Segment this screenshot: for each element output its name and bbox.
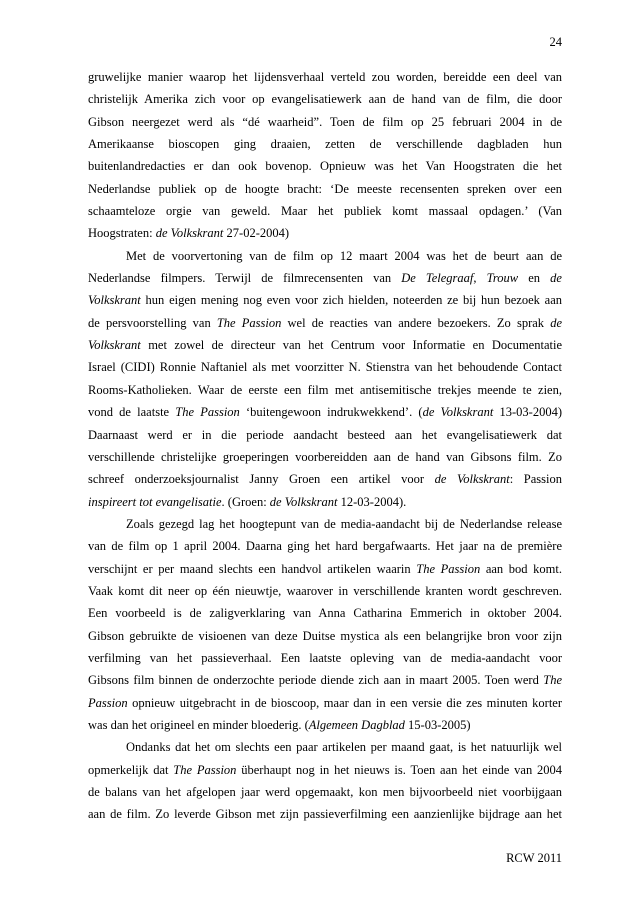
text-line (88, 312, 562, 334)
text-line: verfilming van het passieverhaal. Een laatste opleving van de media-aandacht voor (88, 650, 562, 665)
newspaper-title: de Volkskrant (434, 472, 510, 487)
text-line (88, 267, 562, 289)
film-title: The Passion (173, 762, 237, 777)
text-line: buitenlandredacties er dan ook bovenop. Opnieuw was het Van Hoogstraten die het (88, 159, 562, 174)
text-line (88, 222, 562, 244)
newspaper-title: De Telegraaf (401, 271, 474, 286)
film-title: The Passion (216, 315, 282, 330)
text-run: verschijnt er per maand slechts een handvol artikelen waarin (88, 561, 417, 576)
text-run: , (473, 271, 487, 286)
text-line: aan de film. Zo leverde Gibson met zijn passieverfilming een aanzienlijke bijdrage aan het (88, 807, 562, 822)
text-run: 15-03-2005) (404, 717, 471, 732)
newspaper-title: de (550, 315, 562, 330)
text-line: van de film op 1 april 2004. Daarna ging het hard bergafwaarts. Het jaar na de première (88, 539, 562, 554)
paragraph (88, 513, 562, 736)
text-line: Zoals gezegd lag het hoogtepunt van de media-aandacht bij de Nederlandse release (126, 516, 562, 531)
text-run: opnieuw uitgebracht in de bioscoop, maar dan in een versie die zes minuten korter (127, 695, 562, 710)
text-line: Nederlandse publiek op de hoogte bracht: ‘De meeste recensenten spreken over een (88, 181, 562, 196)
text-line (88, 692, 562, 714)
text-line: gruwelijke manier waarop het lijdensverhaal verteld zou worden, bereidde een deel van (88, 70, 562, 84)
text-run: aan bod komt. (480, 561, 563, 576)
text-run: Nederlandse filmpers. Terwijl de filmrecensenten van (88, 271, 402, 286)
text-line: Rooms-Katholieken. Waar de eerste een film met antisemitische trekjes meende te zien, (88, 382, 562, 397)
text-line (88, 669, 562, 691)
newspaper-title: Volkskrant (88, 338, 141, 353)
text-run: was dan het origineel en minder bloederig. ( (88, 717, 309, 732)
paragraph (88, 736, 562, 825)
text-run: en (518, 271, 551, 286)
newspaper-title: de Volkskrant (422, 405, 494, 420)
text-line: Amerikaanse bioscopen ging draaien, zetten de verschillende dagbladen hun (88, 137, 562, 152)
film-title: The Passion (175, 405, 240, 420)
text-line (88, 714, 562, 736)
text-run: hun eigen mening nog even voor zich hielden, noteerden ze bij hun bezoek aan (140, 293, 562, 308)
text-run: met zowel de directeur van het Centrum voor Informatie en Documentatie (140, 338, 562, 353)
text-line (88, 289, 562, 311)
text-run: 13-03-2004) (493, 405, 562, 420)
newspaper-title: Volkskrant (88, 293, 141, 308)
film-title: Passion (88, 695, 128, 710)
newspaper-title: de Volkskrant (155, 226, 224, 241)
text-line: Israel (CIDI) Ronnie Naftaniel als met voorzitter N. Stienstra van het behoudende Contact (88, 360, 562, 375)
text-run: Hoogstraten: (88, 226, 156, 241)
text-line: schaamteloze orgie van geweld. Maar het publiek komt massaal opdagen.’ (Van (88, 204, 562, 219)
text-run: 27-02-2004) (223, 226, 290, 241)
text-line: Gibson neergezet werd als “dé waarheid”. Toen de film op 25 februari 2004 in de (88, 114, 562, 129)
text-line: Daarnaast werd er in die periode aandacht besteed aan het evangelisatiewerk dat (88, 427, 562, 442)
text-line (88, 468, 562, 490)
text-line: verschillende christelijke groeperingen voorbereidden aan de hand van Gibsons film. Zo (88, 449, 562, 464)
text-line (88, 558, 562, 580)
text-run: . (Groen: (221, 494, 270, 509)
text-line (88, 759, 562, 781)
text-run: 12-03-2004). (337, 494, 407, 509)
film-title: The Passion (416, 561, 481, 576)
text-line: Gibson gebruikte de visioenen van deze Duitse mystica als een belangrijke bron voor zijn (88, 628, 562, 643)
text-line (88, 491, 562, 513)
text-line (88, 334, 562, 356)
text-run: wel de reacties van andere bezoekers. Zo sprak (281, 315, 551, 330)
text-line: christelijk Amerika zich voor op evangelisatiewerk aan de hand van de film, die door (88, 92, 562, 107)
text-run: de persvoorstelling van (88, 315, 217, 330)
text-run: überhaupt nog in het nieuws is. Toen aan het einde van 2004 (236, 762, 563, 777)
newspaper-title: de Volkskrant (269, 494, 338, 509)
newspaper-title: de (550, 271, 562, 286)
text-line: Vaak komt dit neer op één nieuwtje, waarover in verschillende kranten wordt geschreven. (88, 583, 562, 598)
text-run: opmerkelijk dat (88, 762, 174, 777)
text-line (88, 401, 562, 423)
text-line: de balans van het afgelopen jaar werd opgemaakt, kon men bijvoorbeeld niet voorbijgaan (88, 785, 562, 799)
newspaper-title: Trouw (486, 271, 519, 286)
newspaper-title: Algemeen Dagblad (308, 717, 405, 732)
paragraph (88, 66, 562, 245)
body-text (88, 66, 562, 826)
text-run: schreef onderzoeksjournalist Janny Groen een artikel voor (88, 472, 435, 487)
text-line: Met de voorvertoning van de film op 12 maart 2004 was het de beurt aan de (126, 248, 562, 263)
film-title: The (543, 673, 562, 688)
text-run: : Passion (509, 472, 562, 487)
article-title: inspireert tot evangelisatie (88, 494, 222, 509)
page-footer: RCW 2011 (506, 851, 562, 865)
text-run: Gibsons film binnen de onderzochte periode diende zich aan in maart 2005. Toen werd (88, 673, 544, 688)
page-number: 24 (549, 35, 562, 49)
text-run: vond de laatste (88, 405, 176, 420)
paragraph (88, 245, 562, 513)
text-run: ‘buitengewoon indrukwekkend’. ( (239, 405, 423, 420)
text-line: Ondanks dat het om slechts een paar artikelen per maand gaat, is het natuurlijk wel (126, 740, 562, 755)
text-line: Een voorbeeld is de zaligverklaring van Anna Catharina Emmerich in oktober 2004. (88, 606, 562, 621)
